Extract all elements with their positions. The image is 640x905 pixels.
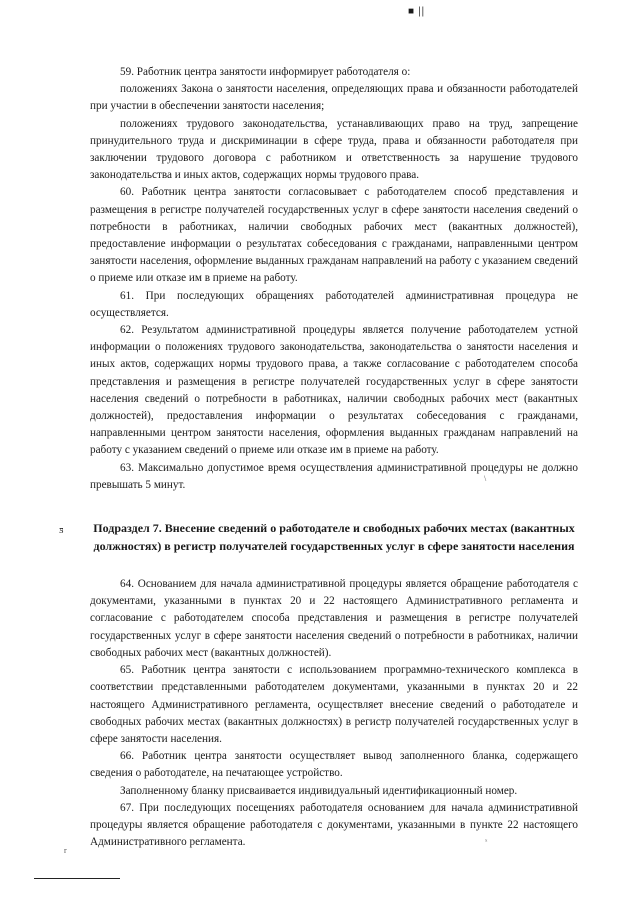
scan-mark: r (64, 846, 67, 855)
paragraph-60: 60. Работник центра занятости согласовывает с работодателем способ представления и размещения в регистре получателей государственных услуг в сфере занятости населения сведений о потребности в работниках, наличии свободных рабочих мест (вакантных должностей), предоставление информации о результатах собеседования с гражданами, направленными центром занятости населения, оформление выданных гражданам направлений на работу с указанием сведений о приеме или отказе им в приеме на работу. (90, 186, 578, 285)
margin-mark: ƽ (59, 525, 64, 537)
scan-mark: ₓ (485, 834, 488, 843)
paragraph-65: 65. Работник центра занятости с использованием программно-технического комплекса в соответствии представленными работодателем документами, указанными в пунктах 20 и 22 настоящего Административного регламента, осуществляет внесение сведений о работодателе и свободных рабочих местах (вакантных должностях) в регистр получателей государственных услуг в сфере занятости населения. (90, 664, 578, 745)
paragraph-59-item-2: положениях трудового законодательства, устанавливающих право на труд, запрещение принудительного труда и дискриминации в сфере труда, права и обязанности работодателя при заключении трудового договора с работником и ответственность за нарушение трудового законодательства и иных актов, содержащих нормы трудового права. (90, 117, 578, 182)
paragraph-64: 64. Основанием для начала административной процедуры является обращение работодателя с документами, указанными в пунктах 20 и 22 настоящего Административного регламента и согласование с работодателем способа представления и размещения в регистре получателей государственных услуг в сфере занятости населения сведений о потребности в работниках, наличии свободных рабочих мест (вакантных должностей). (90, 578, 578, 659)
section-heading-block (59, 520, 578, 555)
page-number: ■ || (408, 6, 425, 17)
paragraph-61: 61. При последующих обращениях работодателей административная процедура не осуществляется. (90, 289, 578, 319)
paragraph-62: 62. Результатом административной процедуры является получение работодателем устной информации о положениях трудового законодательства, законодательства о занятости населения и иных актов, содержащих нормы трудового права, а также согласование с работодателем способа представления и размещения в регистре получателей государственных услуг в сфере занятости населения сведений о потребности в работниках, наличии свободных рабочих мест (вакантных должностей), предоставления информации о результатах собеседования с гражданами, направленными центром занятости населения, оформления выданных гражданам направлений на работу с указанием сведений о приеме или отказе им в приеме на работу. (90, 324, 578, 457)
section-heading: Подраздел 7. Внесение сведений о работодателе и свободных рабочих местах (вакантных должностях) в регистр получателей государственных услуг в сфере занятости населения (93, 521, 575, 553)
paragraph-59: 59. Работник центра занятости информирует работодателя о: (120, 66, 411, 78)
paragraph-67: 67. При последующих посещениях работодателя основанием для начала административной процедуры является обращение работодателя с документами, указанными в пункте 22 настоящего Административного регламента. (90, 801, 578, 849)
scan-mark: \ (484, 474, 487, 483)
paragraph-59-item-1: положениях Закона о занятости населения, определяющих права и обязанности работодателей при участии в обеспечении занятости населения; (90, 83, 578, 113)
document-body (59, 64, 578, 851)
paragraph-66: 66. Работник центра занятости осуществляет вывод заполненного бланка, содержащего сведения о работодателе, на печатающее устройство. (90, 750, 578, 780)
paragraph-63: 63. Максимально допустимое время осуществления административной процедуры не должно превышать 5 минут. (90, 461, 578, 491)
footnote-divider (34, 878, 120, 879)
paragraph-66-note: Заполненному бланку присваивается индивидуальный идентификационный номер. (120, 784, 518, 797)
